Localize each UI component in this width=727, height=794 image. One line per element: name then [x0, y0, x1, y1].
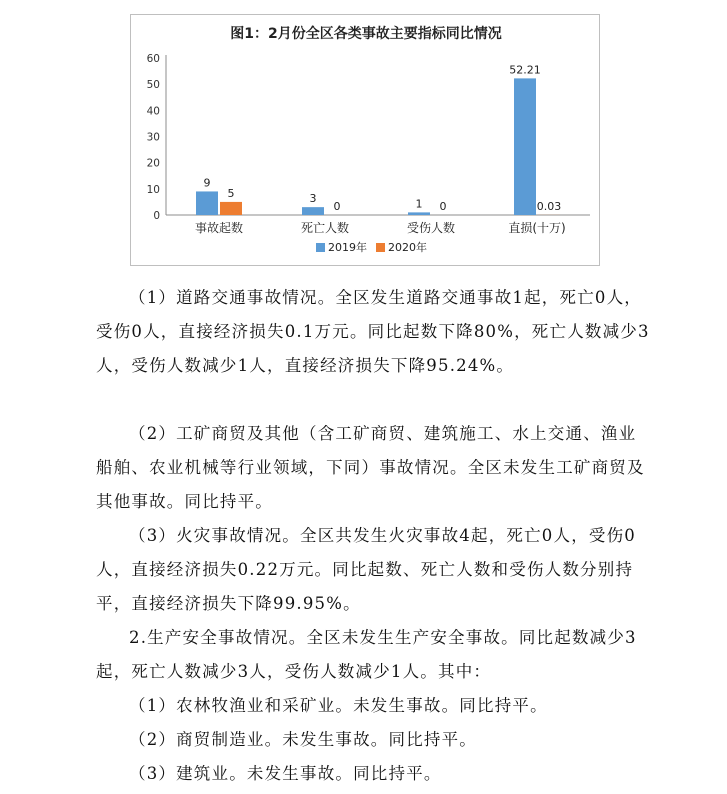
legend-label: 2020年: [388, 241, 427, 254]
data-label: 0.03: [536, 199, 562, 213]
legend-swatch: [316, 243, 325, 252]
category-label: 受伤人数: [406, 221, 456, 235]
y-tick-label: 30: [146, 131, 160, 144]
data-label: 52.21: [509, 63, 541, 77]
bar-series1: [408, 212, 430, 215]
chart-canvas: [131, 15, 601, 267]
paragraph-construction: （3）建筑业。未发生事故。同比持平。: [129, 764, 442, 783]
bar-series2: [220, 202, 242, 215]
data-label: 1: [415, 197, 423, 211]
category-label: 直损(十万): [508, 221, 566, 235]
y-tick-label: 0: [153, 210, 160, 222]
y-tick-label: 10: [146, 183, 160, 196]
bar-series1: [196, 191, 218, 215]
bar-chart: [130, 14, 600, 266]
category-label: 死亡人数: [300, 221, 350, 235]
y-tick-label: 60: [146, 53, 160, 65]
paragraph-industry-trade: （2）工矿商贸及其他（含工矿商贸、建筑施工、水上交通、渔业船舶、农业机械等行业领域，下同）事故情况。全区未发生工矿商贸及其他事故。同比持平。: [96, 424, 645, 511]
legend-label: 2019年: [328, 241, 367, 254]
bar-series1: [302, 207, 324, 215]
paragraph-agri-mining: （1）农林牧渔业和采矿业。未发生事故。同比持平。: [129, 696, 548, 715]
paragraph-fire: （3）火灾事故情况。全区共发生火灾事故4起，死亡0人，受伤0人，直接经济损失0.22万元。同比起数、死亡人数和受伤人数分别持平，直接经济损失下降99.95%。: [96, 526, 636, 613]
data-label: 9: [203, 176, 211, 190]
paragraph-production-safety: 2.生产安全事故情况。全区未发生生产安全事故。同比起数减少3起，死亡人数减少3人，受伤人数减少1人。其中：: [96, 628, 637, 681]
data-label: 3: [309, 192, 317, 206]
data-label: 0: [439, 200, 447, 213]
data-label: 0: [333, 200, 341, 213]
y-tick-label: 40: [146, 105, 160, 118]
legend-swatch: [376, 243, 385, 252]
y-tick-label: 20: [146, 157, 160, 170]
data-label: 5: [227, 186, 235, 200]
paragraph-commerce-manufacturing: （2）商贸制造业。未发生事故。同比持平。: [129, 730, 477, 749]
bar-series1: [514, 78, 536, 215]
paragraph-road-traffic: （1）道路交通事故情况。全区发生道路交通事故1起，死亡0人，受伤0人，直接经济损失0.1万元。同比起数下降80%，死亡人数减少3人，受伤人数减少1人，直接经济损失下降95.24%。: [96, 288, 650, 375]
category-label: 事故起数: [194, 221, 244, 235]
chart-title: 图1：2月份全区各类事故主要指标同比情况: [230, 26, 502, 42]
y-tick-label: 50: [146, 79, 160, 92]
